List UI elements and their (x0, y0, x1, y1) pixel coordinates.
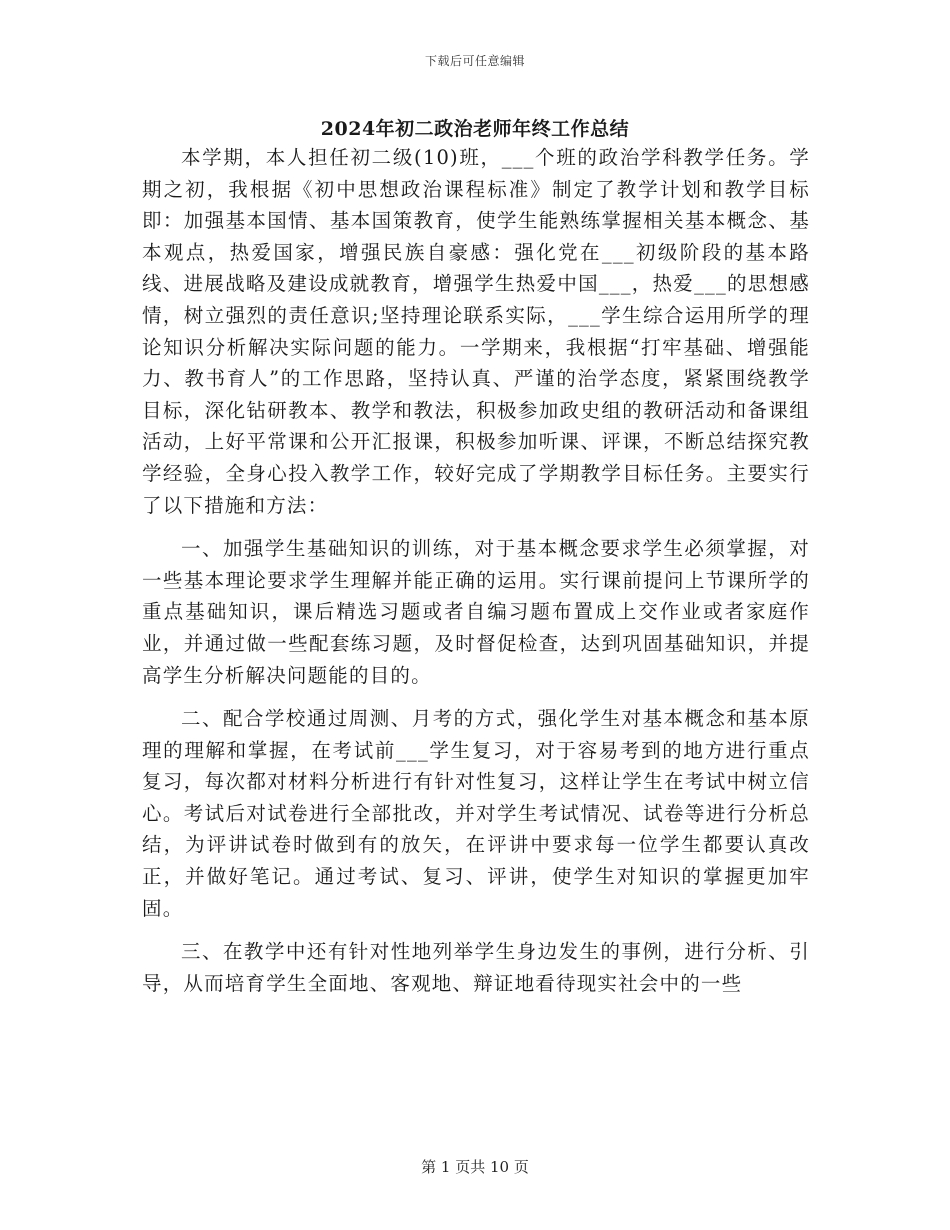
document-title: 2024年初二政治老师年终工作总结 (320, 118, 630, 140)
document-body (142, 142, 810, 999)
page-number-footer: 第 1 页共 10 页 (421, 1158, 529, 1176)
paragraph-point-three: 三、在教学中还有针对性地列举学生身边发生的事例，进行分析、引导，从而培育学生全面地、客观地、辩证地看待现实社会中的一些 (142, 940, 810, 995)
header-note: 下载后可任意编辑 (424, 54, 525, 68)
paragraph-point-two: 二、配合学校通过周测、月考的方式，强化学生对基本概念和基本原理的理解和掌握，在考试前___学生复习，对于容易考到的地方进行重点复习，每次都对材料分析进行有针对性复习，这样让学生在考试中树立信心。考试后对试卷进行全部批改，并对学生考试情况、试卷等进行分析总结，为评讲试卷时做到有的放矢，在评讲中要求每一位学生都要认真改正，并做好笔记。通过考试、复习、评讲，使学生对知识的掌握更加牢固。 (142, 707, 810, 920)
paragraph-intro: 本学期，本人担任初二级(10)班，___个班的政治学科教学任务。学期之初，我根据《初中思想政治课程标准》制定了教学计划和教学目标即：加强基本国情、基本国策教育，使学生能熟练掌握相关基本概念、基本观点，热爱国家，增强民族自豪感：强化党在___初级阶段的基本路线、进展战略及建设成就教育，增强学生热爱中国___，热爱___的思想感情，树立强烈的责任意识;坚持理论联系实际，___学生综合运用所学的理论知识分析解决实际问题的能力。一学期来，我根据“打牢基础、增强能力、教书育人”的工作思路，坚持认真、严谨的治学态度，紧紧围绕教学目标，深化钻研教本、教学和教法，积极参加政史组的教研活动和备课组活动，上好平常课和公开汇报课，积极参加听课、评课，不断总结探究教学经验，全身心投入教学工作，较好完成了学期教学目标任务。主要实行了以下措施和方法： (142, 146, 810, 517)
paragraph-point-one: 一、加强学生基础知识的训练，对于基本概念要求学生必须掌握，对一些基本理论要求学生理解并能正确的运用。实行课前提问上节课所学的重点基础知识，课后精选习题或者自编习题布置成上交作业或者家庭作业，并通过做一些配套练习题，及时督促检查，达到巩固基础知识，并提高学生分析解决问题能的目的。 (142, 537, 810, 687)
